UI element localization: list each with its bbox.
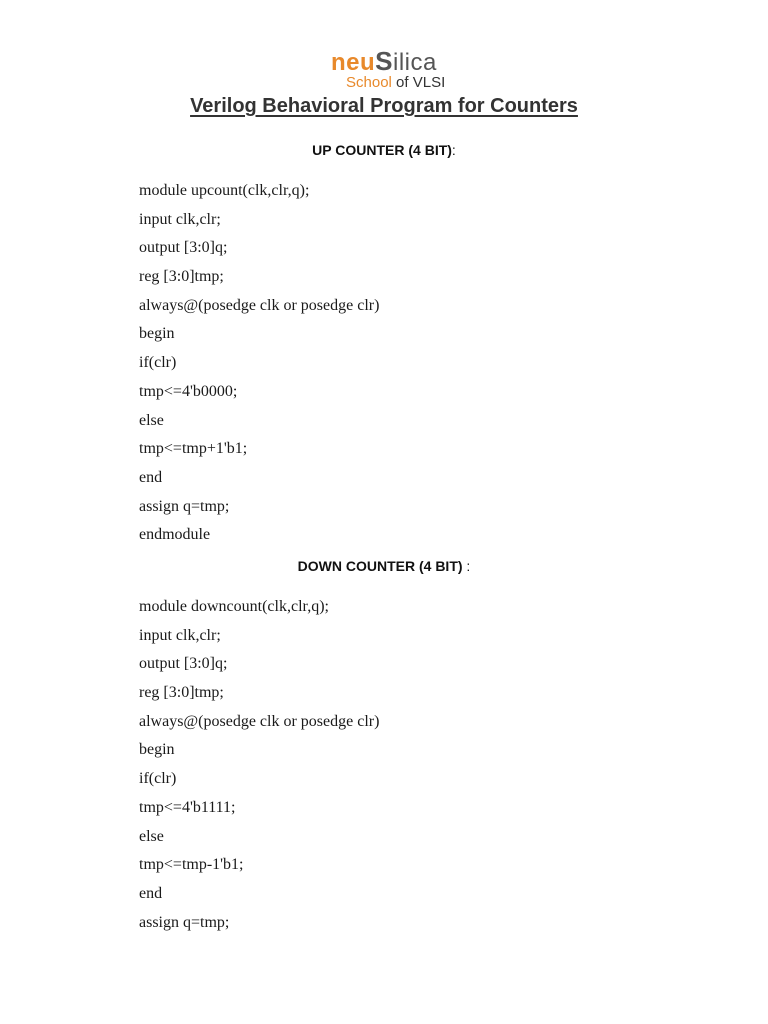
code-line: module downcount(clk,clr,q); — [139, 598, 329, 615]
code-line: assign q=tmp; — [139, 497, 230, 515]
code-line: end — [139, 884, 163, 902]
code-line: tmp<=4'b1111; — [139, 798, 236, 816]
down-counter-heading-suffix: : — [462, 558, 471, 574]
code-line: begin — [139, 325, 175, 343]
code-line: begin — [139, 741, 175, 759]
code-line: end — [139, 468, 163, 486]
code-line: output [3:0]q; — [139, 655, 228, 673]
down-counter-code — [139, 593, 379, 937]
code-line: always@(posedge clk or posedge clr) — [139, 296, 380, 314]
code-line: input clk,clr; — [139, 210, 221, 228]
logo-s-text: S — [375, 46, 394, 76]
logo-ilica-text: ilica — [393, 49, 437, 76]
logo-vlsi-text: of VLSI — [391, 74, 446, 91]
code-line: if(clr) — [139, 770, 177, 788]
code-line: reg [3:0]tmp; — [139, 684, 224, 702]
logo-neu-text: neu — [331, 49, 376, 76]
down-counter-heading — [0, 557, 768, 575]
code-line: tmp<=tmp+1'b1; — [139, 440, 248, 458]
code-line: module upcount(clk,clr,q); — [139, 182, 310, 199]
down-counter-heading-text: DOWN COUNTER (4 BIT) — [297, 558, 463, 574]
code-line: input clk,clr; — [139, 626, 221, 644]
code-line: always@(posedge clk or posedge clr) — [139, 712, 380, 730]
brand-logo — [0, 46, 768, 94]
code-line: tmp<=4'b0000; — [139, 382, 238, 400]
code-line: assign q=tmp; — [139, 913, 230, 931]
code-line: if(clr) — [139, 354, 177, 372]
up-counter-heading — [0, 141, 768, 159]
up-counter-heading-suffix: : — [451, 142, 456, 158]
code-line: output [3:0]q; — [139, 239, 228, 257]
logo-school-text: School — [346, 74, 392, 91]
logo-wordmark — [331, 46, 437, 76]
code-line: tmp<=tmp-1'b1; — [139, 856, 244, 874]
code-line: else — [139, 827, 164, 845]
code-line: reg [3:0]tmp; — [139, 268, 224, 286]
code-line: endmodule — [139, 526, 211, 544]
up-counter-code — [139, 177, 379, 550]
code-line: else — [139, 411, 164, 429]
page-title: Verilog Behavioral Program for Counters — [190, 95, 578, 117]
logo-tagline — [346, 73, 445, 93]
up-counter-heading-text: UP COUNTER (4 BIT) — [312, 142, 452, 158]
